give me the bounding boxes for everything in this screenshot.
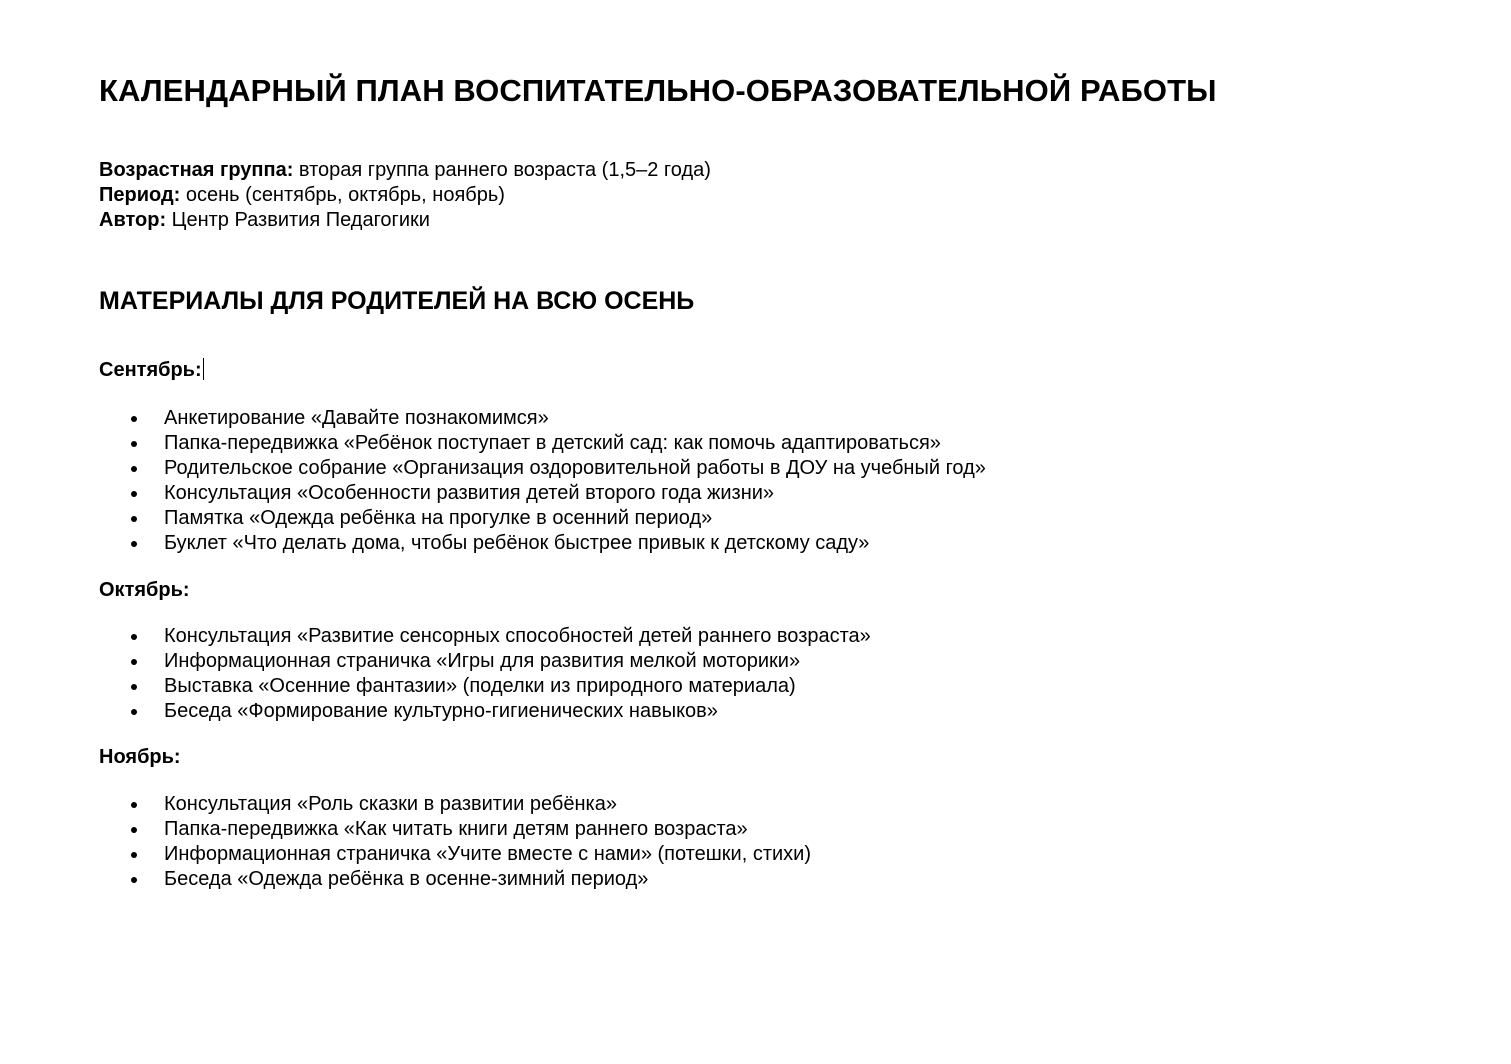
list-item-text: Буклет «Что делать дома, чтобы ребёнок быстрее привык к детскому саду» [164,532,870,554]
period-value: осень (сентябрь, октябрь, ноябрь) [180,184,505,206]
period-line [99,183,711,208]
october-list [99,624,871,724]
list-item-text: Беседа «Формирование культурно-гигиенических навыков» [164,700,718,722]
list-item [99,506,986,531]
list-item-text: Информационная страничка «Учите вместе с нами» (потешки, стихи) [164,843,811,865]
bullet-icon [131,802,137,808]
month-heading-text: Сентябрь: [99,359,202,381]
bullet-icon [131,877,137,883]
period-label: Период: [99,184,181,206]
document-meta [99,158,711,233]
list-item [99,649,871,674]
list-item [99,531,986,556]
bullet-icon [131,709,137,715]
list-item-text: Консультация «Особенности развития детей второго года жизни» [164,482,775,504]
bullet-icon [131,852,137,858]
list-item-text: Родительское собрание «Организация оздоровительной работы в ДОУ на учебный год» [164,457,986,479]
bullet-icon [131,684,137,690]
section-title: МАТЕРИАЛЫ ДЛЯ РОДИТЕЛЕЙ НА ВСЮ ОСЕНЬ [99,287,695,315]
list-item [99,406,986,431]
month-heading-september [99,358,204,383]
list-item-text: Консультация «Развитие сенсорных способностей детей раннего возраста» [164,625,871,647]
list-item [99,817,811,842]
list-item [99,624,871,649]
list-item-text: Беседа «Одежда ребёнка в осенне-зимний период» [164,868,649,890]
list-item [99,481,986,506]
document-title: КАЛЕНДАРНЫЙ ПЛАН ВОСПИТАТЕЛЬНО-ОБРАЗОВАТЕЛЬНОЙ РАБОТЫ [99,73,1217,108]
text-cursor [203,358,204,380]
list-item [99,674,871,699]
list-item-text: Папка-передвижка «Ребёнок поступает в детский сад: как помочь адаптироваться» [164,432,941,454]
bullet-icon [131,827,137,833]
list-item-text: Памятка «Одежда ребёнка на прогулке в осенний период» [164,507,713,529]
bullet-icon [131,516,137,522]
list-item [99,431,986,456]
age-group-line [99,158,711,183]
month-heading-november [99,745,181,770]
bullet-icon [131,416,137,422]
bullet-icon [131,634,137,640]
age-group-label: Возрастная группа: [99,159,294,181]
list-item [99,792,811,817]
bullet-icon [131,441,137,447]
list-item-text: Консультация «Роль сказки в развитии ребёнка» [164,793,617,815]
author-line [99,208,711,233]
list-item [99,867,811,892]
list-item [99,699,871,724]
november-list [99,792,811,892]
list-item-text: Выставка «Осенние фантазии» (поделки из природного материала) [164,675,796,697]
list-item [99,456,986,481]
list-item-text: Папка-передвижка «Как читать книги детям раннего возраста» [164,818,748,840]
month-heading-text: Октябрь: [99,579,190,601]
list-item-text: Анкетирование «Давайте познакомимся» [164,407,549,429]
list-item [99,842,811,867]
bullet-icon [131,659,137,665]
author-value: Центр Развития Педагогики [166,209,430,231]
month-heading-october [99,578,190,603]
bullet-icon [131,466,137,472]
list-item-text: Информационная страничка «Игры для развития мелкой моторики» [164,650,801,672]
author-label: Автор: [99,209,167,231]
bullet-icon [131,491,137,497]
bullet-icon [131,541,137,547]
age-group-value: вторая группа раннего возраста (1,5–2 года) [293,159,711,181]
month-heading-text: Ноябрь: [99,746,181,768]
september-list [99,406,986,556]
